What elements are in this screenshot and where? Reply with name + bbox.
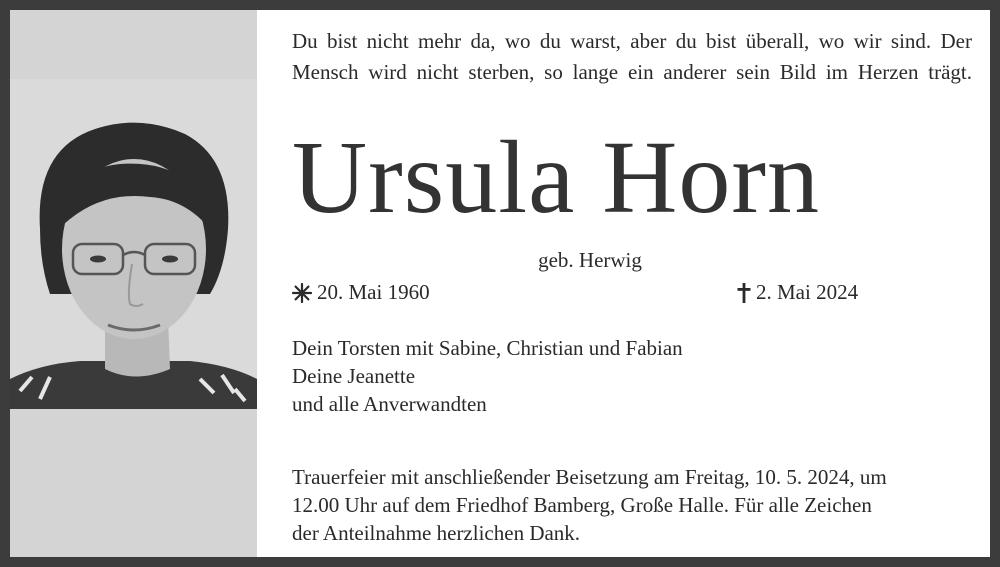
mourners-list — [292, 334, 683, 418]
quote-line-2: Mensch wird nicht sterben, so lange ein anderer sein Bild im Herzen trägt. — [292, 60, 972, 84]
mourner-line: und alle Anverwandten — [292, 392, 487, 416]
asterisk-icon — [292, 283, 312, 303]
quote-line-1: Du bist nicht mehr da, wo du warst, aber du bist überall, wo wir sind. Der — [292, 29, 972, 53]
maiden-name: geb. Herwig — [538, 248, 642, 272]
mourner-line: Dein Torsten mit Sabine, Christian und Fabian — [292, 336, 683, 360]
service-line: Trauerfeier mit anschließender Beisetzung am Freitag, 10. 5. 2024, um — [292, 465, 887, 489]
birth-line — [292, 280, 430, 305]
service-line: der Anteilnahme herzlichen Dank. — [292, 521, 581, 545]
death-date: 2. Mai 2024 — [756, 280, 859, 304]
obituary-content — [292, 10, 972, 557]
death-line — [737, 280, 858, 305]
cross-icon — [737, 283, 751, 303]
mourner-line: Deine Jeanette — [292, 364, 416, 388]
left-panel — [10, 10, 257, 557]
funeral-service-info — [292, 463, 972, 547]
obituary-card — [10, 10, 990, 557]
birth-date: 20. Mai 1960 — [317, 280, 430, 304]
memorial-quote — [292, 26, 972, 88]
service-line: 12.00 Uhr auf dem Friedhof Bamberg, Große Halle. Für alle Zeichen — [292, 493, 872, 517]
deceased-name: Ursula Horn — [292, 120, 821, 235]
portrait-photo — [10, 79, 257, 409]
